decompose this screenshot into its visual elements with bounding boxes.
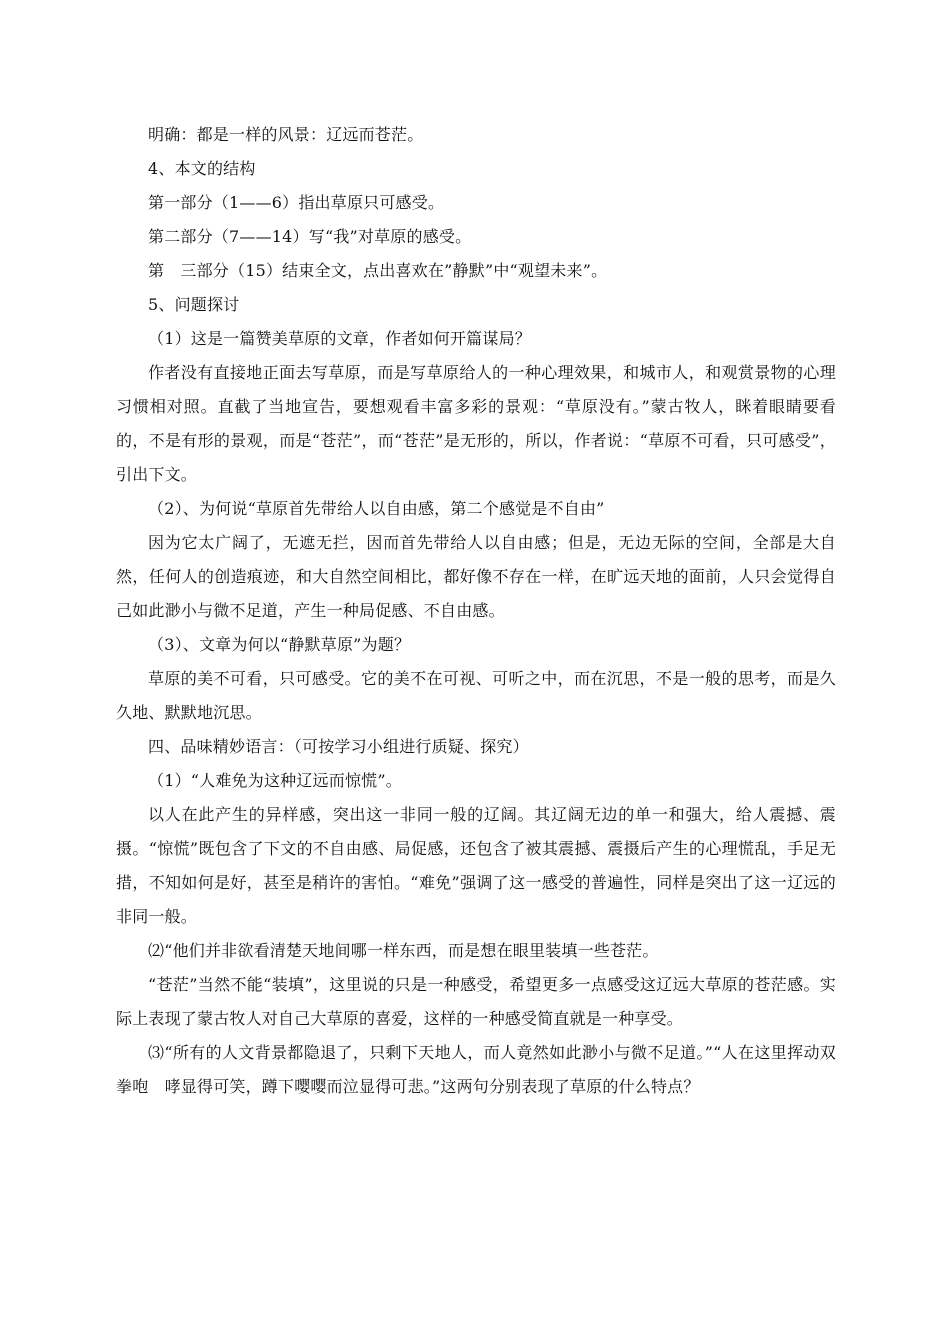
- answer-two: 因为它太广阔了，无遮无拦，因而首先带给人以自由感；但是，无边无际的空间，全部是大自然，任何人的创造痕迹，和大自然空间相比，都好像不存在一样，在旷远天地的面前，人只会觉得自己如此渺小与微不足道，产生一种局促感、不自由感。: [116, 533, 836, 620]
- question-one: （1）这是一篇赞美草原的文章，作者如何开篇谋局？: [148, 329, 531, 348]
- question-three: （3）、文章为何以“静默草原”为题？: [148, 635, 411, 654]
- document-body: [116, 118, 836, 1104]
- paragraph-part-two: 第二部分（7——14）写“我”对草原的感受。: [148, 227, 472, 246]
- section-heading-discussion: 5、问题探讨: [148, 295, 240, 314]
- answer-three: 草原的美不可看，只可感受。它的美不在可视、可听之中，而在沉思，不是一般的思考，而是久久地、默默地沉思。: [116, 669, 836, 722]
- language-item-three: ⑶“所有的人文背景都隐退了，只剩下天地人，而人竟然如此渺小与微不足道。”“人在这里挥动双拳咆 哮显得可笑，蹲下嘤嘤而泣显得可悲。”这两句分别表现了草原的什么特点？: [116, 1043, 836, 1096]
- section-heading-language: 四、品味精妙语言：（可按学习小组进行质疑、探究）: [148, 737, 529, 756]
- section-heading-structure: 4、本文的结构: [148, 159, 256, 178]
- paragraph-part-one: 第一部分（1——6）指出草原只可感受。: [148, 193, 445, 212]
- paragraph-part-three: 第 三部分（15）结束全文，点出喜欢在”静默”中“观望未来”。: [148, 261, 608, 280]
- answer-one: 作者没有直接地正面去写草原，而是写草原给人的一种心理效果，和城市人，和观赏景物的心理习惯相对照。直截了当地宣告，要想观看丰富多彩的景观：“草原没有。”蒙古牧人，眯着眼睛要看的，不是有形的景观，而是“苍茫”，而“苍茫”是无形的，所以，作者说：“草原不可看，只可感受”，引出下文。: [116, 363, 836, 484]
- language-analysis-two: “苍茫”当然不能“装填”，这里说的只是一种感受，希望更多一点感受这辽远大草原的苍茫感。实际上表现了蒙古牧人对自己大草原的喜爱，这样的一种感受简直就是一种享受。: [116, 975, 836, 1028]
- language-analysis-one: 以人在此产生的异样感，突出这一非同一般的辽阔。其辽阔无边的单一和强大，给人震撼、震摄。“惊慌”既包含了下文的不自由感、局促感，还包含了被其震撼、震摄后产生的心理慌乱，手足无措，不知如何是好，甚至是稍许的害怕。“难免”强调了这一感受的普遍性，同样是突出了这一辽远的非同一般。: [116, 805, 836, 926]
- language-item-one: （1）“人难免为这种辽远而惊慌”。: [148, 771, 402, 790]
- paragraph-answer-summary: 明确：都是一样的风景：辽远而苍茫。: [148, 125, 424, 144]
- question-two: （2）、为何说“草原首先带给人以自由感，第二个感觉是不自由”: [148, 499, 605, 518]
- language-item-two: ⑵“他们并非欲看清楚天地间哪一样东西，而是想在眼里装填一些苍茫。: [148, 941, 659, 960]
